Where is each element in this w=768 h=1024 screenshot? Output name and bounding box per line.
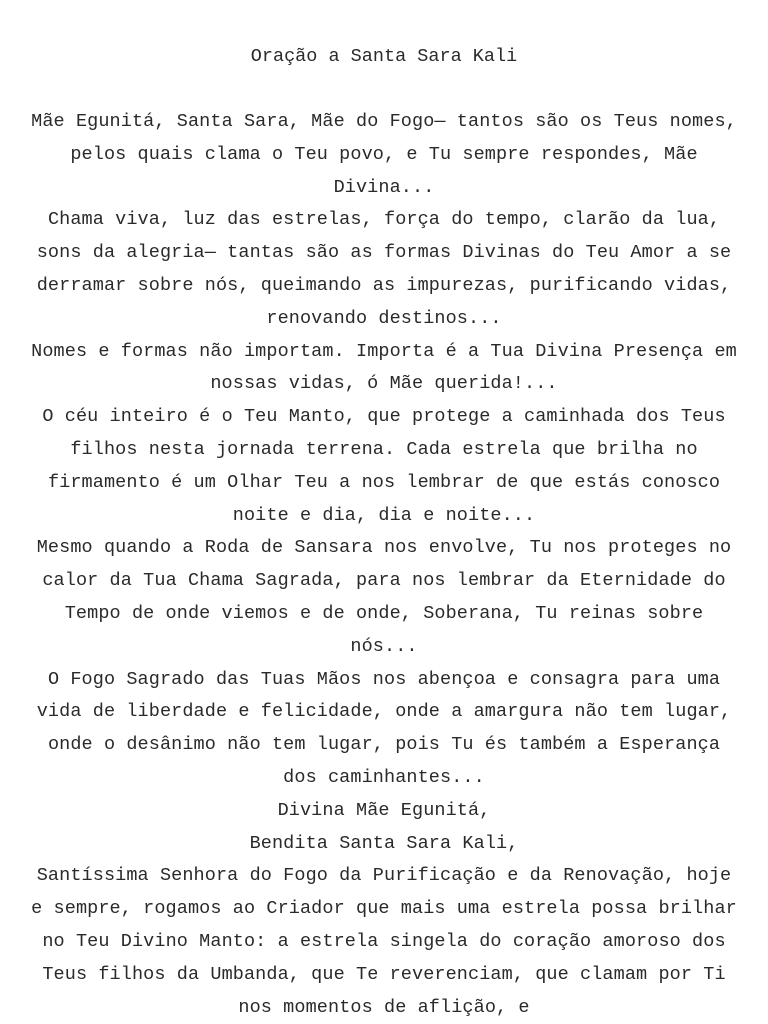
prayer-paragraph: Santíssima Senhora do Fogo da Purificação e da Renovação, hoje e sempre, rogamos ao Criador que mais uma estrela possa brilhar no Teu Divino Manto: a estrela singela do coração amoroso dos Teus filhos da Umbanda, que Te reverenciam, que clamam por Ti nos momentos de aflição, e: [31, 865, 737, 1018]
prayer-body: [30, 106, 738, 1024]
prayer-paragraph: Nomes e formas não importam. Importa é a Tua Divina Presença em nossas vidas, ó Mãe querida!...: [31, 340, 737, 395]
prayer-paragraph: Chama viva, luz das estrelas, força do tempo, clarão da lua, sons da alegria— tantas são as formas Divinas do Teu Amor a se derramar sobre nós, queimando as impurezas, purificando vidas, renovando destinos...: [36, 209, 732, 329]
prayer-paragraph: O Fogo Sagrado das Tuas Mãos nos abençoa e consagra para uma vida de liberdade e felicidade, onde a amargura não tem lugar, onde o desânimo não tem lugar, pois Tu és também a Esperança dos caminhantes...: [36, 668, 732, 788]
prayer-paragraph: Divina Mãe Egunitá,: [277, 799, 491, 821]
prayer-paragraph: O céu inteiro é o Teu Manto, que protege a caminhada dos Teus filhos nesta jornada terrena. Cada estrela que brilha no firmamento é um Olhar Teu a nos lembrar de que estás conosco noite e dia, dia e noite...: [42, 406, 726, 526]
prayer-paragraph: Bendita Santa Sara Kali,: [249, 832, 519, 854]
document-title: Oração a Santa Sara Kali: [250, 46, 518, 67]
prayer-paragraph: Mãe Egunitá, Santa Sara, Mãe do Fogo— tantos são os Teus nomes, pelos quais clama o Teu povo, e Tu sempre respondes, Mãe Divina...: [31, 111, 737, 198]
prayer-paragraph: Mesmo quando a Roda de Sansara nos envolve, Tu nos proteges no calor da Tua Chama Sagrada, para nos lembrar da Eternidade do Tempo de onde viemos e de onde, Soberana, Tu reinas sobre nós...: [36, 537, 732, 657]
